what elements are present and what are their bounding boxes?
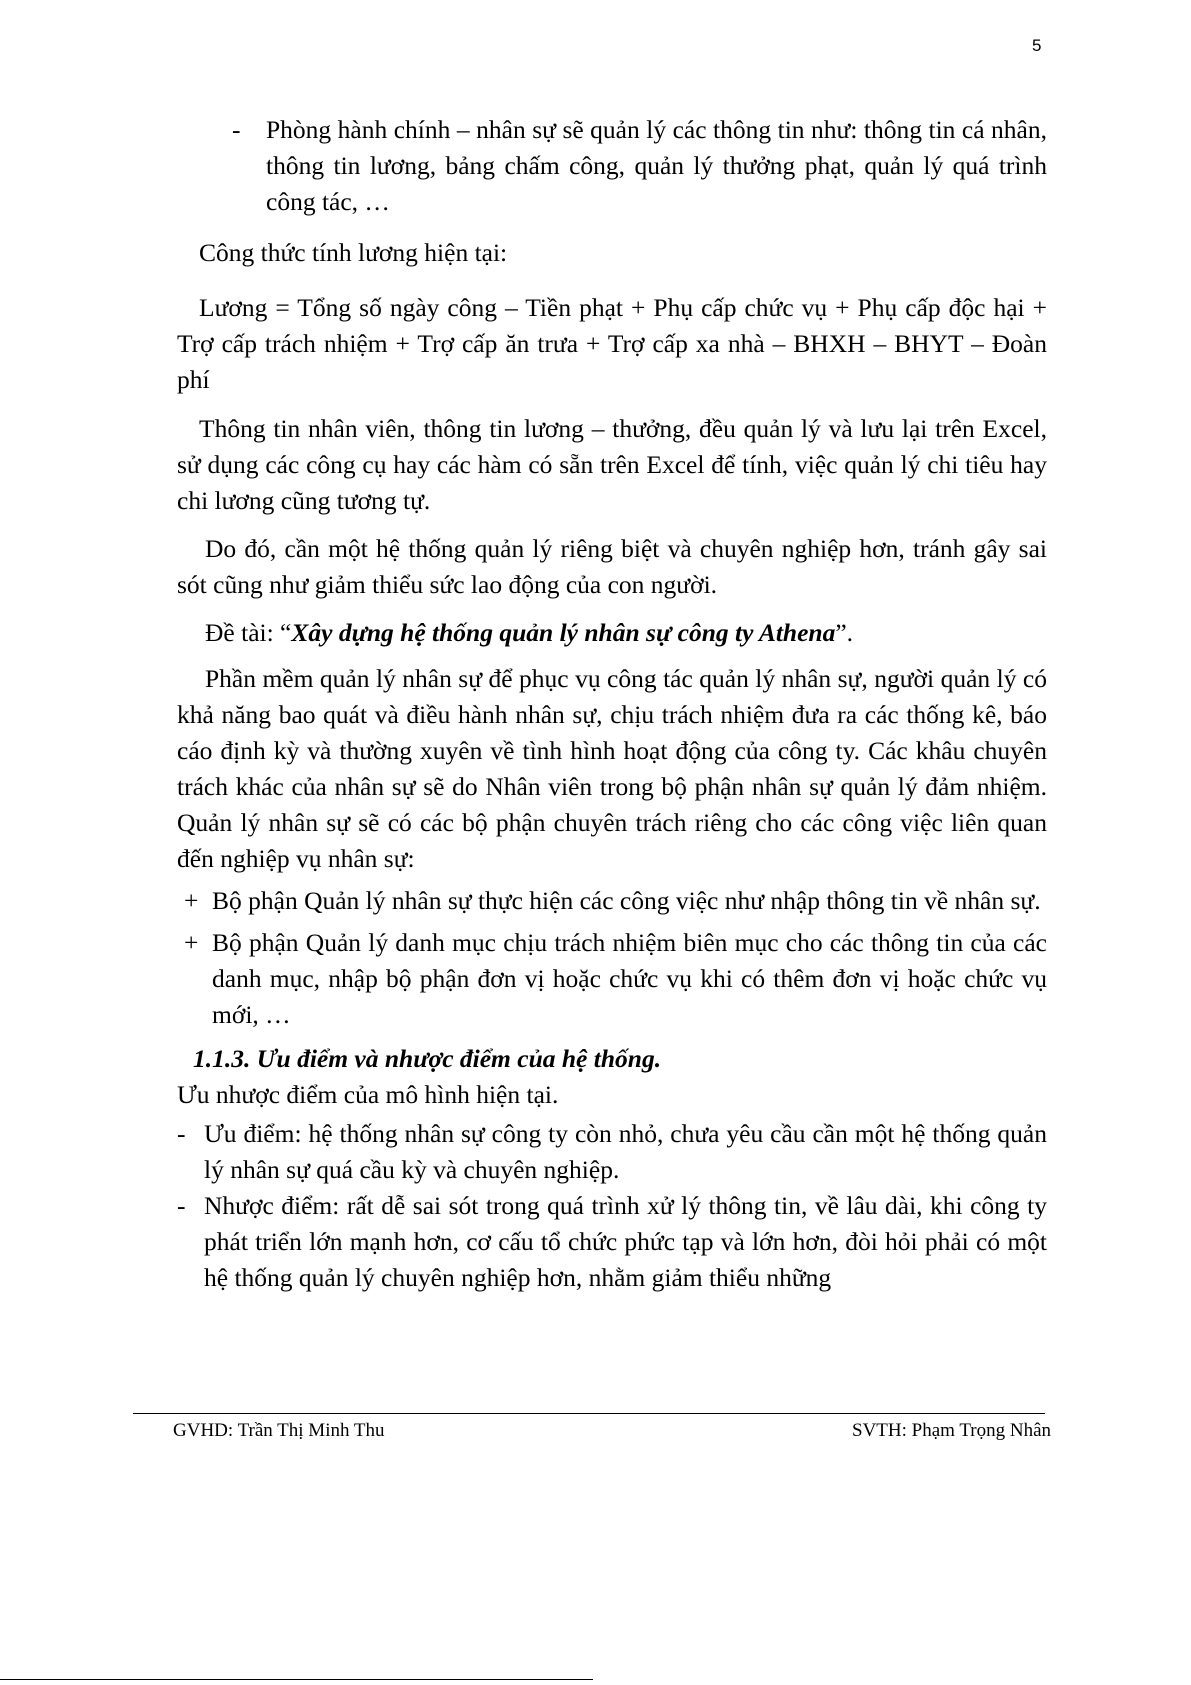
pros-text: Ưu điểm: hệ thống nhân sự công ty còn nhỏ, chưa yêu cầu cần một hệ thống quản lý nhân sự quá cầu kỳ và chuyên nghiệp. [204, 1119, 1047, 1184]
software-paragraph: Phần mềm quản lý nhân sự để phục vụ công tác quản lý nhân sự, người quản lý có khả năng bao quát và điều hành nhân sự, chịu trách nhiệm đưa ra các thống kê, báo cáo định kỳ và thường xuyên về tình hình hoạt động của công ty. Các khâu chuyên trách khác của nhân sự sẽ do Nhân viên trong bộ phận nhân sự quản lý đảm nhiệm. Quản lý nhân sự sẽ có các bộ phận chuyên trách riêng cho các công việc liên quan đến nghiệp vụ nhân sự: [177, 664, 1047, 873]
topic-title: Xây dựng hệ thống quản lý nhân sự công ty Athena [291, 618, 836, 647]
page-bottom-rule [0, 1679, 593, 1680]
department-duty-item [232, 112, 1047, 220]
need-paragraph: Do đó, cần một hệ thống quản lý riêng biệt và chuyên nghiệp hơn, tránh gây sai sót cũng như giảm thiểu sức lao động của con người. [177, 534, 1047, 599]
pros-item [177, 1116, 1047, 1188]
footer-divider [133, 1413, 1045, 1414]
department-duty-text: Phòng hành chính – nhân sự sẽ quản lý các thông tin như: thông tin cá nhân, thông tin lương, bảng chấm công, quản lý thưởng phạt, quản lý quá trình công tác, … [266, 115, 1047, 216]
topic-prefix: Đề tài: “ [205, 618, 292, 647]
topic-suffix: ”. [835, 618, 854, 647]
page-number: 5 [1032, 36, 1042, 55]
dash-marker: - [232, 115, 241, 144]
student-name: SVTH: Phạm Trọng Nhân [852, 1420, 1051, 1441]
formula-intro: Công thức tính lương hiện tại: [199, 238, 508, 267]
department-item [184, 925, 1047, 1033]
department-item [184, 883, 1047, 919]
department-text: Bộ phận Quản lý nhân sự thực hiện các công việc như nhập thông tin về nhân sự. [212, 886, 1041, 915]
salary-formula: Lương = Tổng số ngày công – Tiền phạt + Phụ cấp chức vụ + Phụ cấp độc hại + Trợ cấp trách nhiệm + Trợ cấp ăn trưa + Trợ cấp xa nhà – BHXH – BHYT – Đoàn phí [177, 293, 1047, 394]
section-heading: 1.1.3. Ưu điểm và nhược điểm của hệ thống. [193, 1044, 662, 1073]
cons-item [177, 1188, 1047, 1296]
department-text: Bộ phận Quản lý danh mục chịu trách nhiệm biên mục cho các thông tin của các danh mục, nhập bộ phận đơn vị hoặc chức vụ khi có thêm đơn vị hoặc chức vụ mới, … [212, 928, 1047, 1029]
excel-paragraph: Thông tin nhân viên, thông tin lương – thưởng, đều quản lý và lưu lại trên Excel, sử dụng các công cụ hay các hàm có sẵn trên Excel để tính, việc quản lý chi tiêu hay chi lương cũng tương tự. [177, 414, 1047, 515]
plus-marker: + [184, 886, 199, 915]
document-body [177, 112, 1047, 1296]
topic-line [205, 615, 1047, 651]
plus-marker: + [184, 928, 199, 957]
dash-marker: - [177, 1191, 186, 1220]
section-intro: Ưu nhược điểm của mô hình hiện tại. [177, 1080, 559, 1109]
page-footer [173, 1418, 1051, 1444]
advisor-name: GVHD: Trần Thị Minh Thu [173, 1420, 385, 1441]
dash-marker: - [177, 1119, 186, 1148]
cons-text: Nhược điểm: rất dễ sai sót trong quá trình xử lý thông tin, về lâu dài, khi công ty phát triển lớn mạnh hơn, cơ cấu tổ chức phức tạp và lớn hơn, đòi hỏi phải có một hệ thống quản lý chuyên nghiệp hơn, nhằm giảm thiểu những [204, 1191, 1047, 1292]
